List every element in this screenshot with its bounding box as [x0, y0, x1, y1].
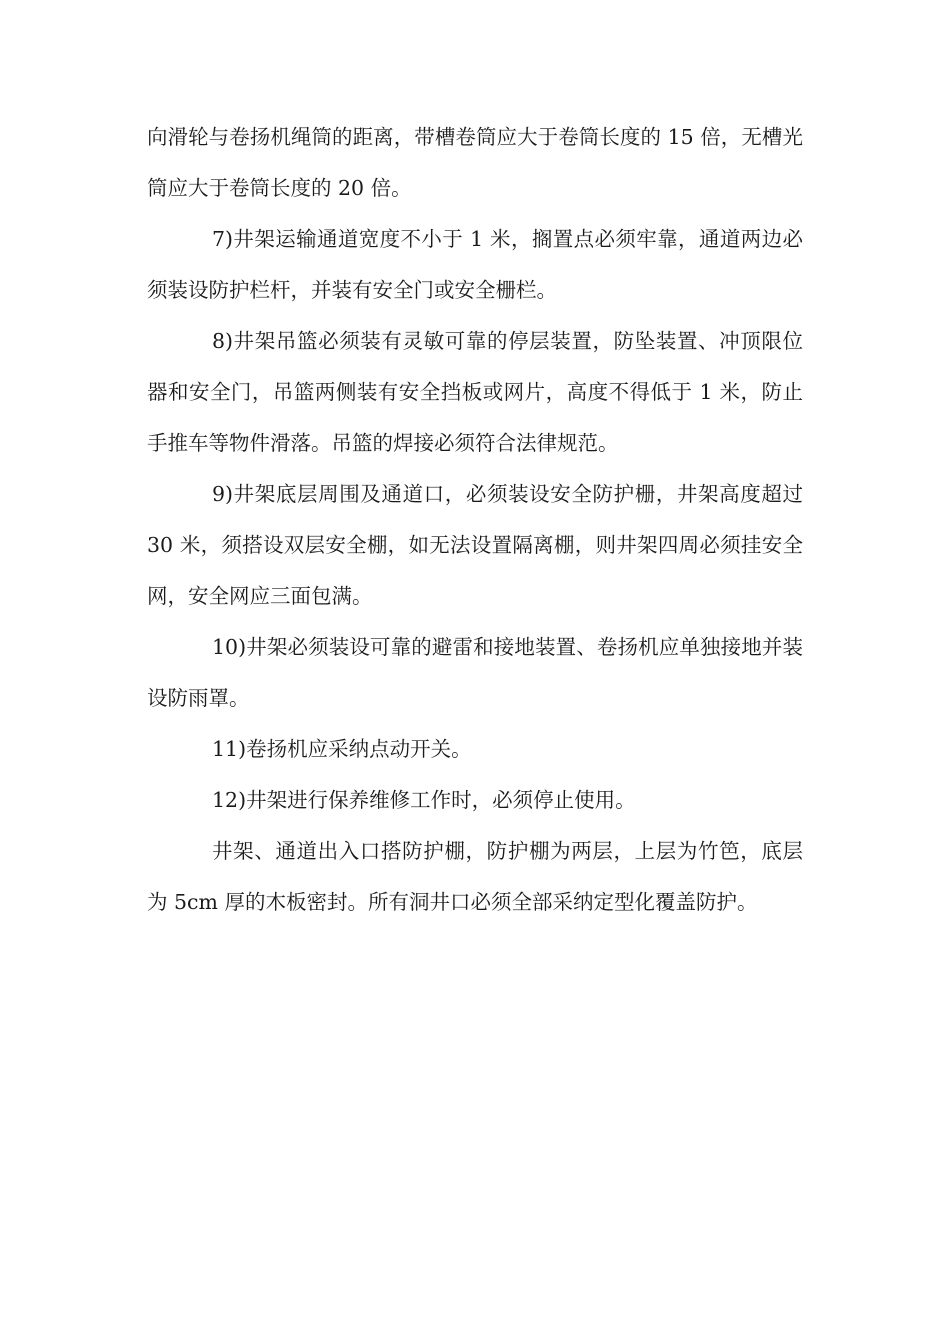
- paragraph-protection-shed: 井架、通道出入口搭防护棚，防护棚为两层，上层为竹笆，底层为 5cm 厚的木板密封。所有洞井口必须全部采纳定型化覆盖防护。: [147, 839, 803, 914]
- paragraph-continuation: 向滑轮与卷扬机绳筒的距离，带槽卷筒应大于卷筒长度的 15 倍，无槽光筒应大于卷筒长度的 20 倍。: [147, 125, 803, 200]
- paragraph-item-10: 10)井架必须装设可靠的避雷和接地装置、卷扬机应单独接地并装设防雨罩。: [147, 635, 803, 710]
- body-text: [147, 112, 803, 928]
- paragraph-item-7: 7)井架运输通道宽度不小于 1 米，搁置点必须牢靠，通道两边必须装设防护栏杆，并装有安全门或安全栅栏。: [147, 227, 803, 302]
- paragraph-item-11: 11)卷扬机应采纳点动开关。: [212, 737, 472, 761]
- paragraph-item-9: 9)井架底层周围及通道口，必须装设安全防护栅，井架高度超过 30 米，须搭设双层安全棚，如无法设置隔离棚，则井架四周必须挂安全网，安全网应三面包满。: [147, 482, 803, 608]
- paragraph-item-8: 8)井架吊篮必须装有灵敏可靠的停层装置，防坠装置、冲顶限位器和安全门，吊篮两侧装有安全挡板或网片，高度不得低于 1 米，防止手推车等物件滑落。吊篮的焊接必须符合法律规范。: [147, 329, 803, 455]
- paragraph-item-12: 12)井架进行保养维修工作时，必须停止使用。: [212, 788, 636, 812]
